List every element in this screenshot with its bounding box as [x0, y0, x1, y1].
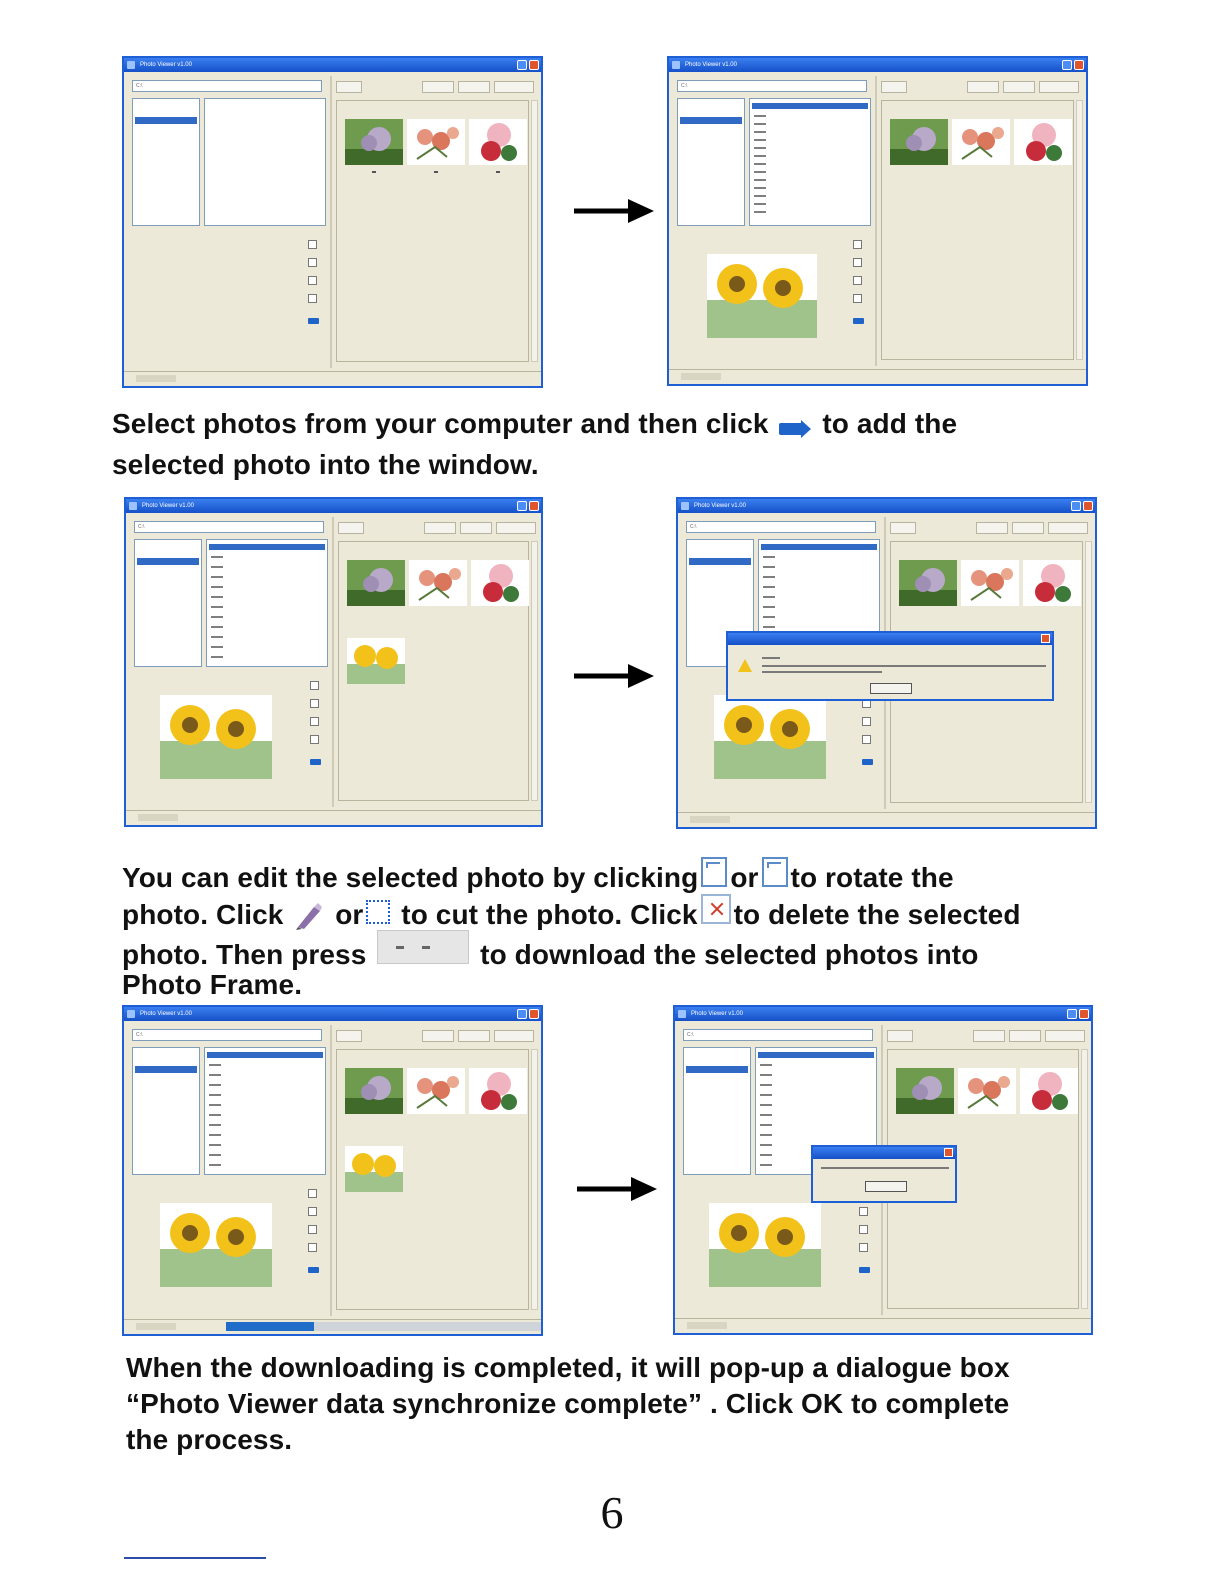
right-toolbar [887, 1029, 1085, 1043]
add-arrow-icon[interactable] [308, 1267, 319, 1273]
file-list[interactable] [749, 98, 871, 226]
file-name [760, 1064, 772, 1066]
file-name [209, 1094, 221, 1096]
file-name [754, 211, 766, 213]
cut-icon[interactable] [310, 717, 319, 726]
right-toolbar [881, 80, 1080, 94]
app-icon [127, 61, 135, 69]
file-name [211, 616, 223, 618]
text-segment: to rotate the [790, 862, 954, 893]
dialog-message [762, 665, 1046, 667]
close-icon[interactable] [529, 1009, 539, 1019]
cut-icon[interactable] [859, 1225, 868, 1234]
file-name [754, 155, 766, 157]
close-icon[interactable] [529, 501, 539, 511]
directory-combo[interactable]: C:\ [134, 521, 324, 533]
minimize-icon[interactable] [1067, 1009, 1077, 1019]
thumbnail-photo[interactable] [345, 119, 403, 165]
cut-icon[interactable] [862, 717, 871, 726]
right-toolbar [338, 521, 535, 535]
dialog-close-icon[interactable] [944, 1148, 953, 1157]
sunflower-preview-image [160, 1203, 272, 1287]
text-segment: to add the [822, 408, 958, 439]
file-name [754, 179, 766, 181]
dialog-ok-button[interactable] [865, 1181, 907, 1192]
file-name [760, 1114, 772, 1116]
status-bar [669, 369, 1086, 384]
thumbnail-panel[interactable] [338, 541, 529, 801]
instruction-step1-line1 [112, 405, 957, 442]
instruction-step2-line1 [122, 857, 954, 896]
rotate-right-icon [762, 857, 788, 887]
right-toolbar [336, 1029, 535, 1043]
folder-tree[interactable] [134, 539, 202, 667]
text-segment: or [730, 862, 759, 893]
toolbar-button[interactable] [973, 1030, 1005, 1042]
thumbnail-photo[interactable] [896, 1068, 954, 1114]
screenshot-window-row3-left [122, 1005, 543, 1336]
file-name [211, 566, 223, 568]
file-name [209, 1064, 221, 1066]
file-name [209, 1084, 221, 1086]
screenshot-window-row1-right [667, 56, 1088, 386]
delete-icon[interactable] [308, 294, 317, 303]
file-name [763, 596, 775, 598]
directory-combo[interactable]: C:\ [686, 521, 876, 533]
next-step-arrow [575, 1177, 657, 1201]
close-icon[interactable] [1074, 60, 1084, 70]
file-name [211, 596, 223, 598]
file-name [209, 1144, 221, 1146]
file-name [211, 656, 223, 658]
file-list[interactable] [204, 98, 326, 226]
right-toolbar [890, 521, 1089, 535]
app-icon [129, 502, 137, 510]
instruction-step3-line2: “Photo Viewer data synchronize complete” . Click OK to complete [126, 1388, 1010, 1419]
edit-toolbar [306, 1185, 320, 1285]
status-text [681, 373, 721, 380]
file-name [760, 1164, 772, 1166]
status-text [136, 375, 176, 382]
thumbnail-photo[interactable] [899, 560, 957, 606]
screenshot-window-row3-right [673, 1005, 1093, 1335]
vertical-scrollbar[interactable] [1085, 541, 1092, 803]
next-step-arrow [572, 664, 654, 688]
file-name [209, 1164, 221, 1166]
file-name [211, 586, 223, 588]
tree-selected-item[interactable] [680, 117, 742, 124]
toolbar-button[interactable] [976, 522, 1008, 534]
folder-tree[interactable] [132, 98, 200, 226]
rotate-left-icon[interactable] [853, 240, 862, 249]
file-name [760, 1154, 772, 1156]
file-selected-item[interactable] [752, 103, 868, 109]
thumbnail-panel[interactable] [336, 100, 529, 362]
rotate-left-icon[interactable] [310, 681, 319, 690]
tree-selected-item[interactable] [135, 117, 197, 124]
dialog-ok-button[interactable] [870, 683, 912, 694]
title-bar [675, 1007, 1091, 1021]
add-arrow-icon[interactable] [308, 318, 319, 324]
file-name [763, 616, 775, 618]
file-name [211, 606, 223, 608]
file-name [211, 626, 223, 628]
toolbar-button[interactable] [1003, 81, 1035, 93]
instruction-step3-line3: the process. [126, 1424, 293, 1455]
thumbnail-photo[interactable] [1014, 119, 1072, 165]
footer-rule [124, 1557, 266, 1559]
splitter[interactable] [332, 517, 334, 807]
dialog-message [821, 1167, 949, 1169]
rotate-left-icon[interactable] [308, 240, 317, 249]
thumbnail-photo[interactable] [469, 119, 527, 165]
cut-icon[interactable] [853, 276, 862, 285]
thumbnail-photo-added[interactable] [345, 1146, 403, 1192]
text-segment: or [335, 899, 364, 930]
delete-icon[interactable] [859, 1243, 868, 1252]
toolbar-button[interactable] [422, 81, 454, 93]
next-step-arrow [572, 199, 654, 223]
app-icon [127, 1010, 135, 1018]
thumbnail-photo[interactable] [952, 119, 1010, 165]
sunflower-preview-image [714, 695, 826, 779]
title-bar [669, 58, 1086, 72]
view-button[interactable] [890, 522, 916, 534]
dialog-close-icon[interactable] [1041, 634, 1050, 643]
progress-fill [226, 1322, 314, 1331]
thumbnail-caption [434, 171, 438, 173]
text-segment: photo. Then press [122, 939, 367, 970]
file-name [754, 147, 766, 149]
toolbar-button[interactable] [460, 522, 492, 534]
window-title: Photo Viewer v1.00 [142, 503, 194, 509]
right-toolbar [336, 80, 535, 94]
file-name [754, 115, 766, 117]
instruction-step1-line2: selected photo into the window. [112, 449, 539, 480]
file-name [209, 1104, 221, 1106]
file-name [763, 606, 775, 608]
delete-icon[interactable] [308, 1243, 317, 1252]
toolbar-button[interactable] [458, 81, 490, 93]
file-name [760, 1074, 772, 1076]
view-button[interactable] [338, 522, 364, 534]
file-selected-item[interactable] [761, 544, 877, 550]
toolbar-button[interactable] [422, 1030, 454, 1042]
file-name [754, 195, 766, 197]
app-icon [681, 502, 689, 510]
cut-icon[interactable] [308, 276, 317, 285]
text-segment: to delete the selected [733, 899, 1021, 930]
title-bar [126, 499, 541, 513]
directory-combo[interactable]: C:\ [132, 1029, 322, 1041]
rotate-right-icon[interactable] [308, 1207, 317, 1216]
file-name [754, 171, 766, 173]
directory-combo[interactable]: C:\ [132, 80, 322, 92]
instruction-step3-line1: When the downloading is completed, it will pop-up a dialogue box [126, 1352, 1010, 1383]
close-icon[interactable] [1079, 1009, 1089, 1019]
rotate-right-icon[interactable] [310, 699, 319, 708]
app-icon [672, 61, 680, 69]
window-title: Photo Viewer v1.00 [140, 62, 192, 68]
file-selected-item[interactable] [758, 1052, 874, 1058]
file-selected-item[interactable] [207, 1052, 323, 1058]
thumbnail-photo[interactable] [409, 560, 467, 606]
status-bar [124, 371, 541, 386]
toolbar-button[interactable] [424, 522, 456, 534]
status-text [690, 816, 730, 823]
thumbnail-caption [372, 171, 376, 173]
window-title: Photo Viewer v1.00 [691, 1011, 743, 1017]
close-icon[interactable] [1083, 501, 1093, 511]
thumbnail-photo[interactable] [471, 560, 529, 606]
download-button[interactable] [1045, 1030, 1085, 1042]
add-arrow-icon [779, 420, 811, 438]
thumbnail-photo[interactable] [961, 560, 1019, 606]
view-button[interactable] [336, 81, 362, 93]
file-selected-item[interactable] [209, 544, 325, 550]
instruction-step2-line4: Photo Frame. [122, 969, 303, 1000]
text-segment: photo. Click [122, 899, 284, 930]
thumbnail-photo[interactable] [1020, 1068, 1078, 1114]
cut-icon[interactable] [308, 1225, 317, 1234]
file-name [763, 556, 775, 558]
window-title: Photo Viewer v1.00 [685, 62, 737, 68]
thumbnail-photo[interactable] [469, 1068, 527, 1114]
thumbnail-photo[interactable] [407, 1068, 465, 1114]
download-button[interactable] [494, 81, 534, 93]
thumbnail-photo[interactable] [347, 560, 405, 606]
dialog-message [762, 671, 882, 673]
tree-selected-item[interactable] [689, 558, 751, 565]
tree-selected-item[interactable] [686, 1066, 748, 1073]
cut-pen-icon [294, 901, 324, 931]
sunflower-preview-image [160, 695, 272, 779]
text-segment: to download the selected photos into [480, 939, 979, 970]
text-segment: to cut the photo. Click [401, 899, 698, 930]
file-name [754, 163, 766, 165]
file-name [209, 1124, 221, 1126]
add-arrow-icon[interactable] [862, 759, 873, 765]
thumbnail-photo[interactable] [1023, 560, 1081, 606]
screenshot-window-row2-left [124, 497, 543, 827]
dialog-title-bar [813, 1147, 955, 1159]
sunflower-preview-image [707, 254, 817, 338]
minimize-icon[interactable] [1062, 60, 1072, 70]
sync-complete-dialog [811, 1145, 957, 1203]
file-name [754, 187, 766, 189]
delete-icon[interactable] [310, 735, 319, 744]
view-button[interactable] [336, 1030, 362, 1042]
download-button[interactable] [496, 522, 536, 534]
file-name [211, 636, 223, 638]
view-button[interactable] [881, 81, 907, 93]
toolbar-button[interactable] [1012, 522, 1044, 534]
instruction-step2-line2 [122, 894, 1021, 933]
download-progress-bar [226, 1322, 542, 1331]
dialog-title-bar [728, 633, 1052, 645]
file-name [754, 131, 766, 133]
file-name [209, 1114, 221, 1116]
text-segment: Select photos from your computer and then click [112, 408, 769, 439]
thumbnail-photo[interactable] [407, 119, 465, 165]
add-arrow-icon[interactable] [853, 318, 864, 324]
edit-toolbar [308, 677, 322, 777]
status-text [687, 1322, 727, 1329]
thumbnail-photo[interactable] [890, 119, 948, 165]
thumbnail-panel[interactable] [336, 1049, 529, 1310]
file-name [211, 556, 223, 558]
dialog-message [762, 657, 780, 659]
vertical-scrollbar[interactable] [1076, 100, 1083, 360]
thumbnail-photo-added[interactable] [347, 638, 405, 684]
file-name [211, 646, 223, 648]
tree-selected-item[interactable] [135, 1066, 197, 1073]
warning-dialog [726, 631, 1054, 701]
minimize-icon[interactable] [1071, 501, 1081, 511]
sunflower-preview-image [709, 1203, 821, 1287]
rotate-left-icon [701, 857, 727, 887]
toolbar-button[interactable] [967, 81, 999, 93]
file-name [760, 1084, 772, 1086]
file-name [763, 576, 775, 578]
screenshot-window-row1-left [122, 56, 543, 388]
thumbnail-photo[interactable] [345, 1068, 403, 1114]
crop-icon [366, 900, 390, 924]
splitter[interactable] [875, 76, 877, 366]
window-title: Photo Viewer v1.00 [140, 1011, 192, 1017]
title-bar [678, 499, 1095, 513]
toolbar-button[interactable] [458, 1030, 490, 1042]
delete-icon [701, 894, 731, 924]
file-name [209, 1074, 221, 1076]
download-button [377, 930, 469, 964]
file-list[interactable] [206, 539, 328, 667]
delete-icon[interactable] [862, 735, 871, 744]
status-bar [126, 810, 541, 825]
close-icon[interactable] [529, 60, 539, 70]
status-bar [678, 812, 1095, 827]
file-name [760, 1124, 772, 1126]
app-icon [678, 1010, 686, 1018]
file-name [754, 139, 766, 141]
minimize-icon[interactable] [517, 501, 527, 511]
add-arrow-icon[interactable] [859, 1267, 870, 1273]
file-name [763, 586, 775, 588]
file-name [763, 626, 775, 628]
directory-combo[interactable]: C:\ [677, 80, 867, 92]
file-name [760, 1104, 772, 1106]
page-number: 6 [600, 1487, 624, 1538]
file-name [209, 1134, 221, 1136]
file-name [760, 1134, 772, 1136]
thumbnail-photo[interactable] [958, 1068, 1016, 1114]
file-name [211, 576, 223, 578]
file-name [754, 123, 766, 125]
vertical-scrollbar[interactable] [531, 100, 538, 362]
rotate-right-icon[interactable] [859, 1207, 868, 1216]
view-button[interactable] [887, 1030, 913, 1042]
text-segment: You can edit the selected photo by clicking [122, 862, 699, 893]
rotate-left-icon[interactable] [308, 1189, 317, 1198]
tree-selected-item[interactable] [137, 558, 199, 565]
minimize-icon[interactable] [517, 60, 527, 70]
title-bar [124, 1007, 541, 1021]
edit-toolbar [306, 236, 320, 336]
screenshot-window-row2-right [676, 497, 1097, 829]
status-bar [675, 1318, 1091, 1333]
file-name [760, 1094, 772, 1096]
toolbar-button[interactable] [1009, 1030, 1041, 1042]
minimize-icon[interactable] [517, 1009, 527, 1019]
rotate-right-icon[interactable] [308, 258, 317, 267]
status-bar [124, 1319, 541, 1334]
download-button[interactable] [1039, 81, 1079, 93]
folder-tree[interactable] [683, 1047, 751, 1175]
add-arrow-icon[interactable] [310, 759, 321, 765]
file-name [763, 566, 775, 568]
thumbnail-caption [496, 171, 500, 173]
status-text [136, 1323, 176, 1330]
rotate-right-icon[interactable] [853, 258, 862, 267]
file-name [760, 1144, 772, 1146]
status-text [138, 814, 178, 821]
warning-icon [738, 659, 752, 672]
vertical-scrollbar[interactable] [1081, 1049, 1088, 1309]
download-button[interactable] [1048, 522, 1088, 534]
window-title: Photo Viewer v1.00 [694, 503, 746, 509]
folder-tree[interactable] [132, 1047, 200, 1175]
file-name [754, 203, 766, 205]
vertical-scrollbar[interactable] [531, 1049, 538, 1310]
directory-combo[interactable]: C:\ [683, 1029, 873, 1041]
vertical-scrollbar[interactable] [531, 541, 538, 801]
file-name [209, 1154, 221, 1156]
title-bar [124, 58, 541, 72]
folder-tree[interactable] [677, 98, 745, 226]
splitter[interactable] [330, 76, 332, 368]
file-list[interactable] [204, 1047, 326, 1175]
splitter[interactable] [330, 1025, 332, 1316]
edit-toolbar [851, 236, 865, 336]
thumbnail-panel[interactable] [881, 100, 1074, 360]
download-button[interactable] [494, 1030, 534, 1042]
delete-icon[interactable] [853, 294, 862, 303]
